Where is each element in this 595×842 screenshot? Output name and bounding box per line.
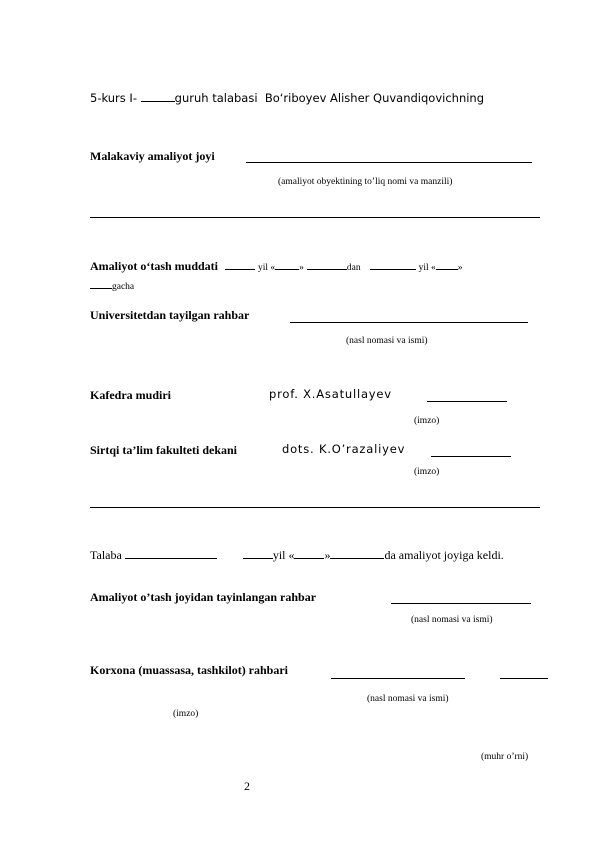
arrival-yil: yil « (272, 548, 295, 562)
period-year1-blank (225, 258, 255, 270)
site-supervisor-caption: (nasl nomasi va ismi) (411, 615, 493, 625)
dean-caption: (imzo) (414, 467, 440, 477)
period-day2-blank (436, 258, 458, 270)
period-gacha: gacha (112, 282, 135, 292)
dean-label: Sirtqi ta’lim fakulteti dekani (90, 443, 238, 457)
period-gacha-line (90, 279, 134, 292)
practice-place-label: Malakaviy amaliyot joyi (90, 149, 215, 163)
department-head-name: prof. X.Asatullayev (269, 387, 392, 401)
arrival-year-blank (243, 547, 273, 559)
group-blank (141, 90, 175, 102)
period-yil2: yil « (418, 263, 436, 273)
period-yil1: yil « (258, 263, 276, 273)
period-dan: dan (346, 263, 361, 273)
practice-place-caption: (amaliyot obyektining to’liq nomi va manzili) (278, 177, 453, 187)
enterprise-head-name-blank (331, 678, 465, 679)
practice-place-blank (246, 162, 532, 163)
enterprise-head-sign-caption: (imzo) (173, 709, 199, 719)
student-name: Bo‘riboyev Alisher Quvandiqovichning (264, 91, 485, 105)
university-supervisor-caption: (nasl nomasi va ismi) (346, 336, 428, 346)
dean-sign-blank (431, 456, 511, 457)
enterprise-head-name-caption: (nasl nomasi va ismi) (367, 694, 449, 704)
practice-place-second-line (90, 217, 540, 218)
arrival-day-blank (294, 547, 324, 559)
student-line (90, 90, 484, 105)
university-supervisor-blank (290, 322, 528, 323)
arrival-close: » (324, 548, 331, 562)
period-line (90, 258, 463, 274)
department-head-caption: (imzo) (414, 416, 440, 426)
page-number: 2 (244, 779, 250, 793)
period-close2: » (457, 263, 463, 273)
period-close1: » (299, 263, 304, 273)
section-divider (90, 507, 540, 508)
period-label: Amaliyot o‘tash muddati (90, 259, 219, 273)
stamp-caption: (muhr o’rni) (481, 752, 529, 762)
period-day1-blank (275, 258, 299, 270)
arrival-line (90, 547, 504, 563)
period-month1-blank (307, 258, 347, 270)
group-word: guruh talabasi (174, 91, 258, 105)
enterprise-head-label: Korxona (muassasa, tashkilot) rahbari (90, 663, 289, 677)
university-supervisor-label: Universitetdan tayilgan rahbar (90, 308, 250, 322)
arrival-label: Talaba (90, 548, 122, 562)
enterprise-head-sign-blank (500, 678, 548, 679)
arrival-date-blank (125, 547, 217, 559)
course-prefix: 5-kurs I- (90, 91, 137, 105)
site-supervisor-blank (391, 603, 531, 604)
period-month2-blank (90, 279, 112, 289)
department-head-sign-blank (427, 401, 507, 402)
arrival-month-blank (330, 547, 384, 559)
dean-name: dots. K.O’razaliyev (282, 442, 406, 456)
site-supervisor-label: Amaliyot o’tash joyidan tayinlangan rahbar (90, 590, 317, 604)
arrival-tail: da amaliyot joyiga keldi. (384, 548, 504, 562)
period-year2-blank (370, 258, 416, 270)
department-head-label: Kafedra mudiri (90, 388, 171, 402)
